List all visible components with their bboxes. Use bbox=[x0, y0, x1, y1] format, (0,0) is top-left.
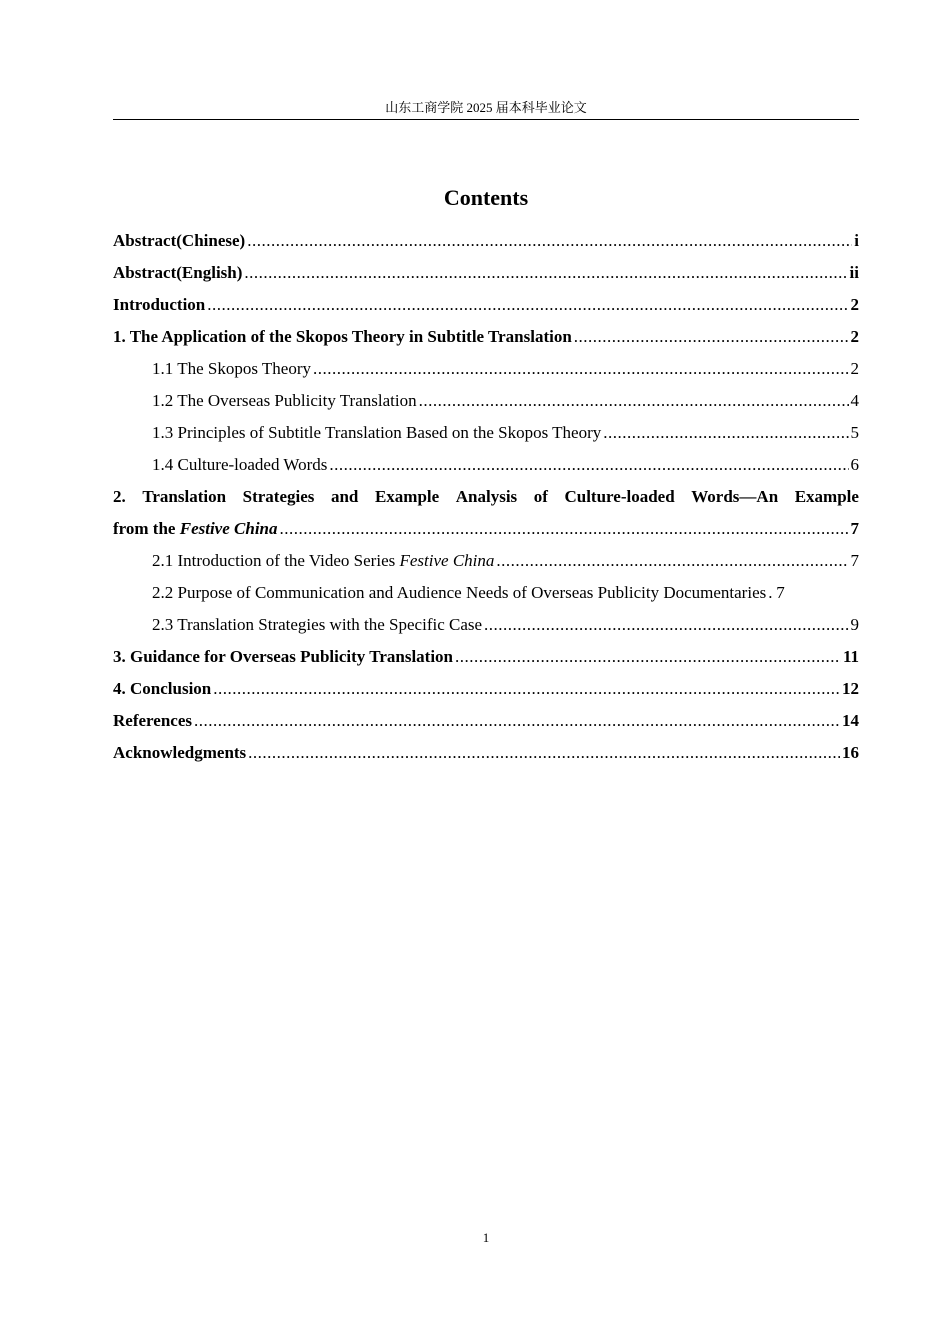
toc-entry-label: References bbox=[113, 711, 192, 730]
running-header: 山东工商学院 2025 届本科毕业论文 bbox=[385, 100, 587, 115]
toc-entry-page: 16 bbox=[842, 743, 859, 762]
header-rule bbox=[113, 119, 859, 120]
toc-entry-section-1-3[interactable] bbox=[113, 421, 859, 453]
dot-leader bbox=[313, 357, 849, 381]
toc-entry-label: Abstract(English) bbox=[113, 263, 243, 282]
dot-leader bbox=[455, 645, 841, 669]
toc-entry-word: Culture-loaded bbox=[564, 487, 675, 506]
toc-entry-word: Translation bbox=[142, 487, 227, 506]
toc-entry-word: Example bbox=[374, 487, 440, 506]
dot-leader bbox=[496, 549, 848, 573]
toc-entry-page: 7 bbox=[776, 583, 785, 602]
toc-entry-abstract-chinese[interactable] bbox=[113, 229, 859, 261]
toc-entry-page: 7 bbox=[850, 519, 859, 538]
toc-entry-chapter-3[interactable] bbox=[113, 645, 859, 677]
toc-entry-chapter-2-line-2[interactable] bbox=[113, 517, 859, 549]
toc-entry-word: and bbox=[330, 487, 359, 506]
dot-leader bbox=[329, 453, 848, 477]
toc-entry-word: Words—An bbox=[691, 487, 779, 506]
toc-entry-chapter-1[interactable] bbox=[113, 325, 859, 357]
toc-entry-page: 2 bbox=[850, 327, 859, 346]
toc-entry-page: 2 bbox=[850, 295, 859, 314]
dot-leader bbox=[244, 261, 847, 285]
toc-entry-label bbox=[152, 549, 494, 573]
toc-entry-page: 11 bbox=[842, 647, 859, 666]
toc-entry-section-1-4[interactable] bbox=[113, 453, 859, 485]
toc-entry-chapter-2-line-1[interactable] bbox=[113, 485, 859, 517]
dot-leader bbox=[419, 389, 849, 413]
dot-leader bbox=[207, 293, 848, 317]
dot-leader bbox=[247, 229, 852, 253]
toc-entry-page: 2 bbox=[850, 359, 859, 378]
toc-entry-page: 12 bbox=[842, 679, 859, 698]
toc-entry-label: 1.2 The Overseas Publicity Translation bbox=[152, 391, 417, 410]
toc-entry-label bbox=[113, 517, 278, 541]
toc-entry-label: 1.3 Principles of Subtitle Translation Based on the Skopos Theory bbox=[152, 423, 602, 442]
toc-entry-section-1-1[interactable] bbox=[113, 357, 859, 389]
dot-leader bbox=[768, 581, 774, 605]
toc-entry-word: of bbox=[533, 487, 548, 506]
toc-entry-acknowledgments[interactable] bbox=[113, 741, 859, 773]
toc-entry-label: Introduction bbox=[113, 295, 206, 314]
toc-entry-page: 9 bbox=[850, 615, 859, 634]
dot-leader bbox=[194, 709, 840, 733]
toc-entry-section-2-3[interactable] bbox=[113, 613, 859, 645]
dot-leader bbox=[603, 421, 848, 445]
dot-leader bbox=[574, 325, 849, 349]
toc-entry-label: 2.3 Translation Strategies with the Specific Case bbox=[152, 615, 483, 634]
toc-entry-word: Strategies bbox=[242, 487, 315, 506]
toc-entry-page: 14 bbox=[842, 711, 859, 730]
toc-entry-label: 2.2 Purpose of Communication and Audience Needs of Overseas Publicity Documentaries bbox=[152, 583, 767, 602]
toc-entry-label-prefix: from the bbox=[113, 519, 180, 538]
dot-leader bbox=[248, 741, 840, 765]
toc-entry-page: 7 bbox=[850, 551, 859, 570]
toc-entry-label: 4. Conclusion bbox=[113, 679, 212, 698]
toc-entry-section-2-2[interactable] bbox=[113, 581, 859, 613]
toc-entry-page: ii bbox=[849, 263, 859, 282]
toc-entry-label-prefix: 2.1 Introduction of the Video Series bbox=[152, 551, 400, 570]
toc-entry-references[interactable] bbox=[113, 709, 859, 741]
toc-entry-abstract-english[interactable] bbox=[113, 261, 859, 293]
dot-leader bbox=[280, 517, 849, 541]
toc-entry-introduction[interactable] bbox=[113, 293, 859, 325]
toc-entry-label: 1.1 The Skopos Theory bbox=[152, 359, 311, 378]
page-title: Contents bbox=[443, 185, 529, 210]
toc-entry-word: Analysis bbox=[455, 487, 518, 506]
toc-entry-word: Example bbox=[794, 487, 859, 506]
toc-entry-label: Acknowledgments bbox=[113, 743, 247, 762]
toc-entry-label: 1. The Application of the Skopos Theory in Subtitle Translation bbox=[113, 327, 572, 346]
toc-entry-label: 3. Guidance for Overseas Publicity Translation bbox=[113, 647, 454, 666]
toc-entry-page: 5 bbox=[850, 423, 859, 442]
toc-entry-page: 6 bbox=[850, 455, 859, 474]
toc-entry-section-1-2[interactable] bbox=[113, 389, 859, 421]
toc-entry-section-2-1[interactable] bbox=[113, 549, 859, 581]
toc-entry-page: 4 bbox=[850, 391, 859, 410]
toc-entry-label: Abstract(Chinese) bbox=[113, 231, 246, 250]
dot-leader bbox=[213, 677, 840, 701]
toc-entry-page: i bbox=[854, 231, 859, 250]
toc-entry-chapter-4[interactable] bbox=[113, 677, 859, 709]
toc-entry-label: 1.4 Culture-loaded Words bbox=[152, 455, 328, 474]
page-number: 1 bbox=[482, 1230, 490, 1245]
dot-leader bbox=[484, 613, 848, 637]
toc-entry-label-italic: Festive China bbox=[179, 519, 278, 538]
toc-entry-word: 2. bbox=[113, 487, 126, 506]
toc-entry-label-italic: Festive China bbox=[399, 551, 495, 570]
table-of-contents bbox=[113, 229, 859, 773]
